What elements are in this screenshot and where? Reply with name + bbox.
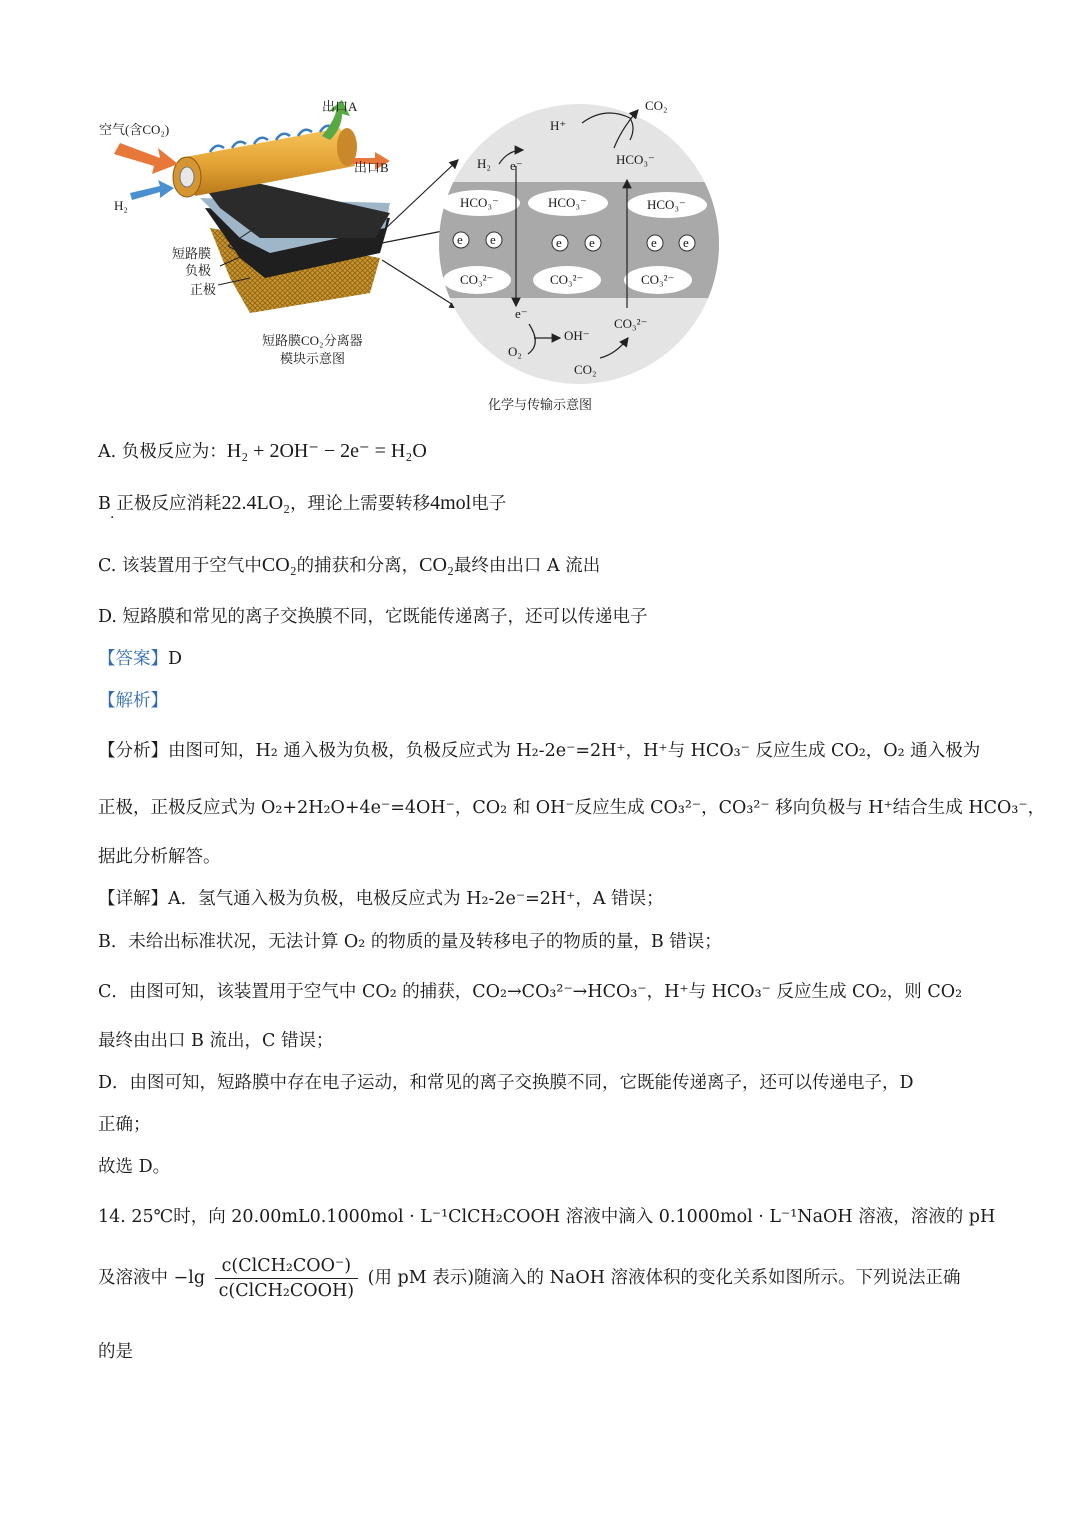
option-b-prefix: B 正极反应消耗 (98, 494, 222, 514)
q14-fraction-denominator: c(ClCH₂COOH) (218, 1281, 355, 1301)
electron-1: e (457, 232, 463, 247)
h2-inlet-arrow (130, 180, 174, 200)
q14-fraction (215, 1256, 358, 1301)
option-b-value: 22.4LO₂ (221, 492, 291, 514)
air-inlet-arrow (114, 143, 178, 174)
figure (90, 88, 720, 418)
co3-label-1: CO₃²⁻ (460, 272, 494, 287)
option-a (98, 438, 427, 463)
circle-co3-bottom-label: CO₃²⁻ (614, 316, 648, 331)
q14-line-1: 14. 25℃时，向 20.00mL0.1000mol · L⁻¹ClCH₂COOH 溶液中滴入 0.1000mol · L⁻¹NaOH 溶液，溶液的 pH (98, 1207, 996, 1227)
option-b-end: 电子 (471, 494, 507, 514)
q14-line-2 (98, 1256, 961, 1301)
answer-value: D (168, 649, 183, 669)
option-c-mid: 的捕获和分离， (296, 556, 420, 576)
air-label: 空气(含CO₂) (99, 122, 170, 137)
circle-caption: 化学与传输示意图 (488, 397, 593, 412)
option-b-mol: 4mol (430, 492, 472, 514)
hco3-label-3: HCO₃⁻ (647, 197, 686, 212)
option-a-prefix: A. 负极反应为： (98, 442, 227, 462)
module-caption-line2: 模块示意图 (280, 351, 346, 366)
detail-line-4: 最终由出口 B 流出，C 错误； (98, 1031, 334, 1051)
option-c-co2-a: CO₂ (261, 554, 297, 576)
electron-4: e (589, 235, 595, 250)
module-caption-line1: 短路膜CO₂分离器 (262, 333, 363, 348)
detail-line-7: 故选 D。 (98, 1157, 171, 1177)
option-c-co2-b: CO₂ (419, 554, 454, 576)
electron-6: e (683, 235, 689, 250)
option-c (98, 552, 600, 577)
detail-line-3: C．由图可知，该装置用于空气中 CO₂ 的捕获，CO₂→CO₃²⁻→HCO₃⁻，H⁺与 HCO₃⁻ 反应生成 CO₂，则 CO₂ (98, 982, 963, 1002)
analysis-line-1: 【分析】由图可知，H₂ 通入极为负极，负极反应式为 H₂-2e⁻=2H⁺，H⁺与 HCO₃⁻ 反应生成 CO₂，O₂ 通入极为 (98, 741, 981, 761)
q14-line-2-suffix: (用 pM 表示)随滴入的 NaOH 溶液体积的变化关系如图所示。下列说法正确 (367, 1268, 961, 1288)
q14-line-3: 的是 (98, 1342, 133, 1362)
circle-co2-bottom-label: CO₂ (574, 362, 597, 377)
circle-e-bottom-label: e⁻ (515, 306, 528, 321)
circle-hco3-top-label: HCO₃⁻ (616, 152, 655, 167)
option-b-suffix: ，理论上需要转移 (290, 494, 431, 514)
hco3-label-2: HCO₃⁻ (548, 195, 587, 210)
detail-line-6: 正确； (98, 1115, 151, 1135)
circle-e-top-label: e⁻ (510, 158, 523, 173)
electron-3: e (556, 235, 562, 250)
analysis-line-2: 正极，正极反应式为 O₂+2H₂O+4e⁻=4OH⁻，CO₂ 和 OH⁻反应生成 CO₃²⁻，CO₃²⁻ 移向负极与 H⁺结合生成 HCO₃⁻， (98, 798, 1046, 818)
q14-lg-prefix: 及溶液中 −lg (98, 1268, 206, 1288)
circle-h2-label: H₂ (477, 156, 491, 171)
circle-h-plus-label: H⁺ (550, 118, 567, 133)
option-b (98, 490, 506, 515)
analysis-line-3: 据此分析解答。 (98, 847, 221, 867)
circle-o2-label: O₂ (508, 344, 522, 359)
negative-electrode-label: 负极 (185, 263, 212, 278)
answer-label: 【答案】 (98, 649, 168, 669)
option-d: D. 短路膜和常见的离子交换膜不同，它既能传递离子，还可以传递电子 (98, 607, 648, 627)
electron-5: e (651, 235, 657, 250)
q14-fraction-numerator: c(ClCH₂COO⁻) (215, 1256, 358, 1279)
hco3-label-1: HCO₃⁻ (460, 195, 499, 210)
circle-co2-top-label: CO₂ (645, 98, 668, 113)
detail-line-2: B．未给出标准状况，无法计算 O₂ 的物质的量及转移电子的物质的量，B 错误； (98, 932, 722, 952)
option-b-dot: · (110, 510, 115, 526)
circle-oh-label: OH⁻ (564, 328, 590, 343)
detail-line-5: D．由图可知，短路膜中存在电子运动，和常见的离子交换膜不同，它既能传递离子，还可以传递电子，D (98, 1073, 914, 1093)
h2-inlet-label: H₂ (114, 198, 128, 213)
positive-electrode-label: 正极 (190, 282, 217, 297)
outlet-a-label: 出口A (322, 99, 358, 114)
short-membrane-label: 短路膜 (172, 246, 212, 261)
option-c-end: 最终由出口 A 流出 (453, 556, 601, 576)
option-c-prefix: C. 该装置用于空气中 (98, 556, 262, 576)
co3-label-3: CO₃²⁻ (641, 272, 675, 287)
detail-line-1: 【详解】A．氢气通入极为负极，电极反应式为 H₂-2e⁻=2H⁺，A 错误； (98, 889, 664, 909)
outlet-b-label: 出口B (354, 160, 389, 175)
answer-line (98, 645, 182, 670)
electron-2: e (490, 232, 496, 247)
analysis-label: 【解析】 (98, 691, 168, 711)
option-a-equation: H₂ + 2OH⁻ − 2e⁻ = H₂O (226, 440, 427, 462)
co3-label-2: CO₃²⁻ (550, 272, 584, 287)
